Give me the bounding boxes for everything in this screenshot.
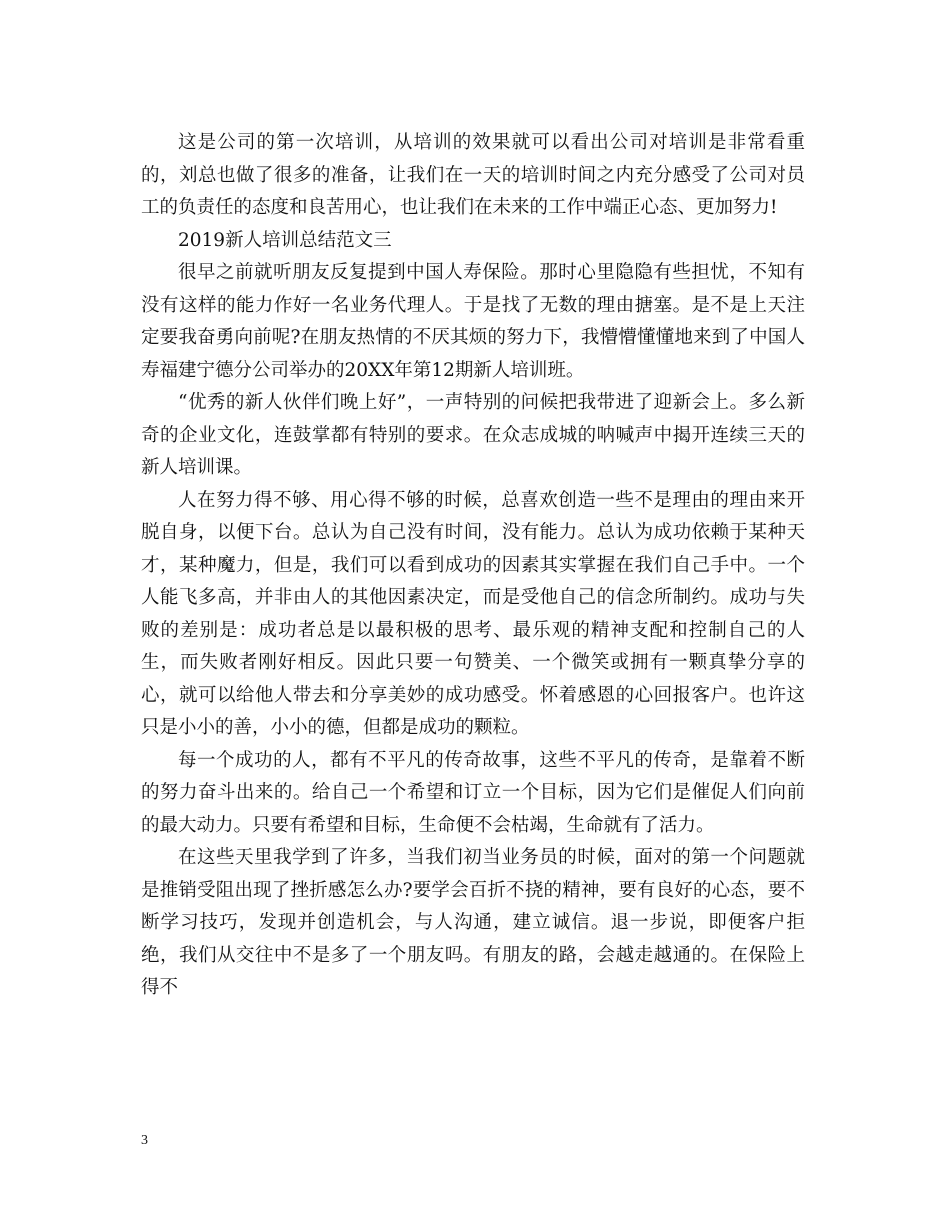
- page-number: 3: [141, 1133, 148, 1148]
- paragraph-china-life: 很早之前就听朋友反复提到中国人寿保险。那时心里隐隐有些担忧，不知有没有这样的能力作好一名业务代理人。于是找了无数的理由搪塞。是不是上天注定要我奋勇向前呢?在朋友热情的不厌其烦的努力下，我懵懵懂懂地来到了中国人寿福建宁德分公司举办的20XX年第12期新人培训班。: [141, 262, 805, 381]
- paragraph-hope-goals: 每一个成功的人，都有不平凡的传奇故事，这些不平凡的传奇，是靠着不断的努力奋斗出来的。给自己一个希望和订立一个目标，因为它们是催促人们向前的最大动力。只要有希望和目标，生命便不会枯竭，生命就有了活力。: [141, 749, 805, 836]
- paragraph-welcome-meeting: “优秀的新人伙伴们晚上好”，一声特别的问候把我带进了迎新会上。多么新奇的企业文化，连鼓掌都有特别的要求。在众志成城的呐喊声中揭开连续三天的新人培训课。: [141, 392, 805, 478]
- paragraph-training-intro: 这是公司的第一次培训，从培训的效果就可以看出公司对培训是非常看重的，刘总也做了很多的准备，让我们在一天的培训时间之内充分感受了公司对员工的负责任的态度和良苦用心，也让我们在未来的工作中端正心态、更加努力!: [141, 132, 805, 218]
- paragraph-lessons-learned: 在这些天里我学到了许多，当我们初当业务员的时候，面对的第一个问题就是推销受阻出现了挫折感怎么办?要学会百折不挠的精神，要有良好的心态，要不断学习技巧，发现并创造机会，与人沟通，建立诚信。退一步说，即便客户拒绝，我们从交往中不是多了一个朋友吗。有朋友的路，会越走越通的。在保险上得不: [141, 847, 805, 998]
- section-heading: 2019新人培训总结范文三: [178, 229, 392, 251]
- document-body: [141, 127, 805, 1005]
- paragraph-success-factors: 人在努力得不够、用心得不够的时候，总喜欢创造一些不是理由的理由来开脱自身，以便下台。总认为自己没有时间，没有能力。总认为成功依赖于某种天才，某种魔力，但是，我们可以看到成功的因素其实掌握在我们自己手中。一个人能飞多高，并非由人的其他因素决定，而是受他自己的信念所制约。成功与失败的差别是：成功者总是以最积极的思考、最乐观的精神支配和控制自己的人生，而失败者刚好相反。因此只要一句赞美、一个微笑或拥有一颗真挚分享的心，就可以给他人带去和分享美妙的成功感受。怀着感恩的心回报客户。也许这只是小小的善，小小的德，但都是成功的颗粒。: [141, 489, 805, 738]
